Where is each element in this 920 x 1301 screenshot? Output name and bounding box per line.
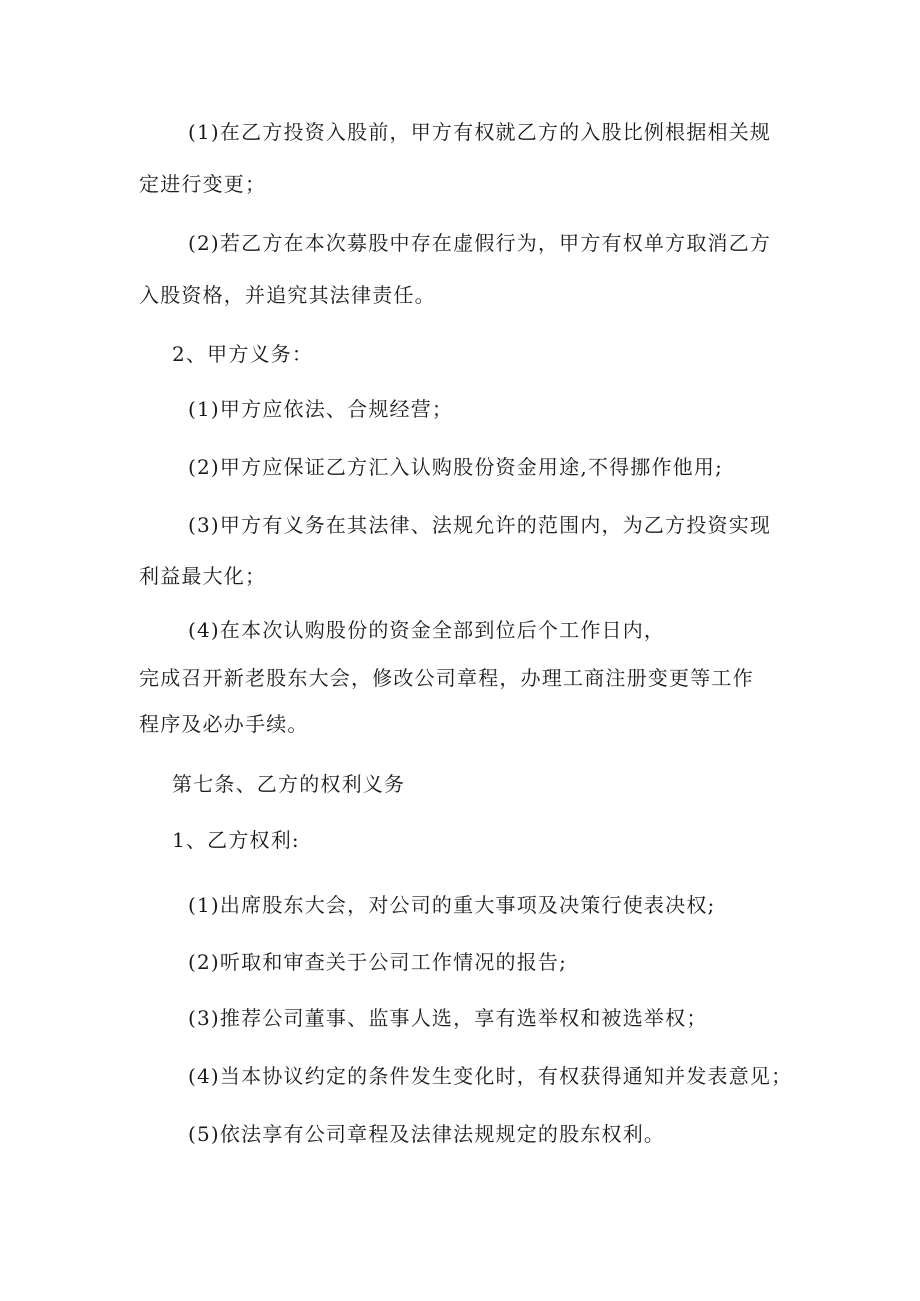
party-a-obligation-3-line-1: (3)甲方有义务在其法律、法规允许的范围内，为乙方投资实现 [188,513,772,537]
party-a-right-2-line-2: 入股资格，并追究其法律责任。 [139,283,436,307]
party-a-obligations-heading: 2、甲方义务： [172,342,314,366]
party-b-right-1: (1)出席股东大会，对公司的重大事项及决策行使表决权; [188,893,716,917]
party-a-obligation-4-line-1: (4)在本次认购股份的资金全部到位后个工作日内， [188,618,666,642]
party-a-right-2-line-1: (2)若乙方在本次募股中存在虚假行为，甲方有权单方取消乙方 [188,231,772,255]
party-a-right-1-line-2: 定进行变更； [139,172,267,196]
party-a-right-1-line-1: (1)在乙方投资入股前，甲方有权就乙方的入股比例根据相关规 [188,120,772,144]
party-b-right-2: (2)听取和审查关于公司工作情况的报告; [188,950,568,974]
party-b-right-5: (5)依法享有公司章程及法律法规规定的股东权利。 [188,1122,666,1146]
article-7-title: 第七条、乙方的权利义务 [172,772,406,796]
party-b-right-4: (4)当本协议约定的条件发生变化时，有权获得通知并发表意见； [188,1064,793,1088]
party-b-rights-heading: 1、乙方权利: [172,828,300,852]
party-b-right-3: (3)推荐公司董事、监事人选，享有选举权和被选举权； [188,1006,708,1030]
party-a-obligation-3-line-2: 利益最大化； [139,564,267,588]
party-a-obligation-4-line-2: 完成召开新老股东大会，修改公司章程，办理工商注册变更等工作 [139,666,754,690]
party-a-obligation-2: (2)甲方应保证乙方汇入认购股份资金用途,不得挪作他用; [188,455,724,479]
party-a-obligation-4-line-3: 程序及必办手续。 [139,712,309,736]
party-a-obligation-1: (1)甲方应依法、合规经营； [188,397,454,421]
